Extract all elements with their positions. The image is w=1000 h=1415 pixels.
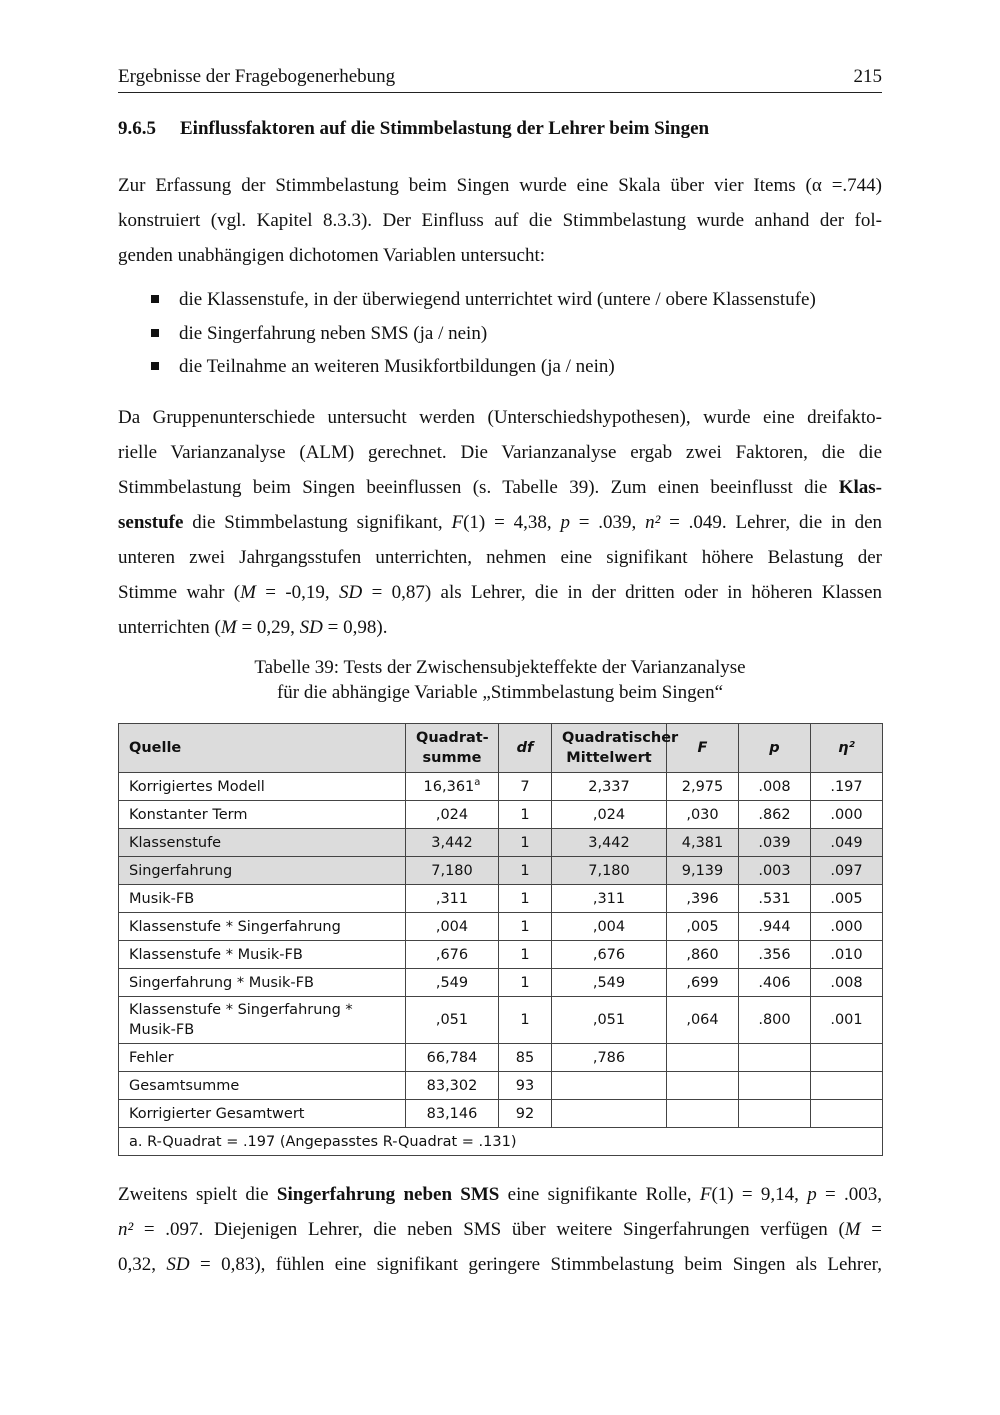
table-cell: 1 (499, 997, 552, 1044)
table-cell: 1 (499, 801, 552, 829)
table-cell: ,051 (552, 997, 667, 1044)
table-footnote: a. R-Quadrat = .197 (Angepasstes R-Quadrat = .131) (119, 1128, 883, 1156)
page-number: 215 (853, 66, 882, 87)
table-row (119, 1100, 883, 1128)
table-cell: 1 (499, 829, 552, 857)
table-cell: ,024 (406, 801, 499, 829)
table-cell: .005 (811, 885, 883, 913)
table-row (119, 913, 883, 941)
bullet-square-icon (151, 295, 159, 303)
table-cell: Klassenstufe * Musik-FB (119, 941, 406, 969)
header-source: Quelle (119, 724, 406, 773)
table-cell: 9,139 (667, 857, 739, 885)
table-cell: ,549 (552, 969, 667, 997)
header-p: p (739, 724, 811, 773)
table-cell: 1 (499, 941, 552, 969)
table-cell (667, 1072, 739, 1100)
table-footnote-row (119, 1128, 883, 1156)
table-cell: ,005 (667, 913, 739, 941)
table-cell: 2,337 (552, 773, 667, 801)
table-cell: 66,784 (406, 1044, 499, 1072)
table-cell: .039 (739, 829, 811, 857)
results-paragraph (118, 400, 882, 645)
table-cell: ,030 (667, 801, 739, 829)
text-line: Zweitens spielt die Singerfahrung neben SMS eine signifikante Rolle, F(1) = 9,14, p = .003, (118, 1184, 883, 1205)
table-cell: 7,180 (552, 857, 667, 885)
table-cell: 93 (499, 1072, 552, 1100)
table-cell: .000 (811, 913, 883, 941)
text-line: konstruiert (vgl. Kapitel 8.3.3). Der Einfluss auf die Stimmbelastung wurde anhand der fol- (118, 210, 882, 231)
table-cell: ,004 (406, 913, 499, 941)
table-cell (739, 1044, 811, 1072)
bullet-square-icon (151, 329, 159, 337)
table-caption: Tabelle 39: Tests der Zwischensubjekteffekte der Varianzanalyse für die abhängige Variable „Stimmbelastung beim Singen“ (254, 657, 746, 703)
table-row (119, 885, 883, 913)
table-row (119, 1072, 883, 1100)
table-cell: ,699 (667, 969, 739, 997)
section-heading (118, 118, 709, 140)
table-cell: .003 (739, 857, 811, 885)
table-cell: 1 (499, 857, 552, 885)
table-cell: ,676 (552, 941, 667, 969)
table-cell: 83,146 (406, 1100, 499, 1128)
table-cell: Konstanter Term (119, 801, 406, 829)
table-cell: Klassenstufe (119, 829, 406, 857)
table-cell: Korrigiertes Modell (119, 773, 406, 801)
table-cell: 3,442 (406, 829, 499, 857)
table-cell: 1 (499, 885, 552, 913)
table-cell: ,064 (667, 997, 739, 1044)
table-cell (552, 1100, 667, 1128)
table-cell: Fehler (119, 1044, 406, 1072)
list-item: die Klassenstufe, in der überwiegend unterrichtet wird (untere / obere Klassenstufe) (118, 283, 882, 317)
table-cell: ,004 (552, 913, 667, 941)
text-line: Da Gruppenunterschiede untersucht werden (Unterschiedshypothesen), wurde eine dreifakto- (118, 407, 882, 428)
table-cell: ,786 (552, 1044, 667, 1072)
table-cell: Musik-FB (119, 885, 406, 913)
table-cell: 85 (499, 1044, 552, 1072)
bullet-square-icon (151, 362, 159, 370)
text-line: Zur Erfassung der Stimmbelastung beim Singen wurde eine Skala über vier Items (α =.744) (118, 175, 882, 196)
text-line: unteren zwei Jahrgangsstufen unterrichten, nehmen eine signifikant höhere Belastung der (118, 547, 882, 568)
table-cell (552, 1072, 667, 1100)
header-eta-squared: η² (811, 724, 883, 773)
table-cell (811, 1100, 883, 1128)
table-cell: Klassenstufe * Singerfahrung (119, 913, 406, 941)
table-header-row (119, 724, 883, 773)
text-line: rielle Varianzanalyse (ALM) gerechnet. Die Varianzanalyse ergab zwei Faktoren, die die (118, 442, 882, 463)
table-cell: 83,302 (406, 1072, 499, 1100)
table-cell (667, 1044, 739, 1072)
table-cell: Gesamtsumme (119, 1072, 406, 1100)
table-cell: ,860 (667, 941, 739, 969)
table-cell: .406 (739, 969, 811, 997)
table-row (119, 997, 883, 1044)
table-cell: .531 (739, 885, 811, 913)
running-header (118, 64, 882, 93)
table-cell: .862 (739, 801, 811, 829)
text-line: senstufe die Stimmbelastung signifikant, F(1) = 4,38, p = .039, n² = .049. Lehrer, die in den (118, 512, 883, 533)
section-title: Einflussfaktoren auf die Stimmbelastung der Lehrer beim Singen (180, 118, 710, 139)
table-cell: .944 (739, 913, 811, 941)
table-cell: ,051 (406, 997, 499, 1044)
table-row (119, 969, 883, 997)
table-cell: ,396 (667, 885, 739, 913)
header-sum-of-squares: Quadrat- summe (406, 724, 499, 773)
table-row (119, 773, 883, 801)
table-cell: Singerfahrung * Musik-FB (119, 969, 406, 997)
table-cell: 92 (499, 1100, 552, 1128)
table-cell: 16,361$^a$ (406, 773, 499, 801)
anova-table (118, 723, 883, 1156)
table-cell: ,024 (552, 801, 667, 829)
text-line: n² = .097. Diejenigen Lehrer, die neben SMS über weitere Singerfahrungen verfügen (M = (118, 1219, 883, 1240)
table-cell: 1 (499, 969, 552, 997)
table-cell: 1 (499, 913, 552, 941)
table-cell: Klassenstufe * Singerfahrung * Musik-FB (119, 997, 406, 1044)
table-cell: .049 (811, 829, 883, 857)
table-row (119, 1044, 883, 1072)
table-cell: ,311 (552, 885, 667, 913)
table-cell: 7,180 (406, 857, 499, 885)
table-cell: .008 (739, 773, 811, 801)
list-item: die Teilnahme an weiteren Musikfortbildungen (ja / nein) (118, 350, 882, 384)
text-line: Stimme wahr (M = -0,19, SD = 0,87) als Lehrer, die in der dritten oder in höheren Klassen (118, 582, 883, 603)
table-cell: Singerfahrung (119, 857, 406, 885)
table-row-highlighted (119, 829, 883, 857)
text-line: Stimmbelastung beim Singen beeinflussen (s. Tabelle 39). Zum einen beeinflusst die Klas- (118, 477, 882, 498)
table-cell: .800 (739, 997, 811, 1044)
table-cell: .001 (811, 997, 883, 1044)
text-line: unterrichten (M = 0,29, SD = 0,98). (118, 617, 388, 638)
table-cell: .010 (811, 941, 883, 969)
table-cell: ,311 (406, 885, 499, 913)
table-cell: ,676 (406, 941, 499, 969)
table-cell (811, 1072, 883, 1100)
table-cell: .197 (811, 773, 883, 801)
variable-list (118, 283, 882, 384)
table-cell: 4,381 (667, 829, 739, 857)
table-cell: ,549 (406, 969, 499, 997)
intro-paragraph (118, 168, 882, 273)
section-number: 9.6.5 (118, 118, 156, 139)
table-cell (811, 1044, 883, 1072)
table-cell: .097 (811, 857, 883, 885)
table-cell: .008 (811, 969, 883, 997)
table-cell: 3,442 (552, 829, 667, 857)
text-line: genden unabhängigen dichotomen Variablen untersucht: (118, 245, 546, 266)
text-line: 0,32, SD = 0,83), fühlen eine signifikant geringere Stimmbelastung beim Singen als Lehrer, (118, 1254, 882, 1275)
table-cell: 2,975 (667, 773, 739, 801)
table-row (119, 941, 883, 969)
continuation-paragraph (118, 1177, 882, 1282)
header-f: F (667, 724, 739, 773)
chapter-title: Ergebnisse der Fragebogenerhebung (118, 66, 396, 87)
table-cell: 7 (499, 773, 552, 801)
table-cell: .356 (739, 941, 811, 969)
table-cell (739, 1100, 811, 1128)
table-cell: Korrigierter Gesamtwert (119, 1100, 406, 1128)
table-row (119, 801, 883, 829)
header-mean-square: Quadratischer Mittelwert (552, 724, 667, 773)
list-item: die Singerfahrung neben SMS (ja / nein) (118, 317, 882, 351)
table-row-highlighted (119, 857, 883, 885)
table-cell (667, 1100, 739, 1128)
table-cell (739, 1072, 811, 1100)
table-cell: .000 (811, 801, 883, 829)
header-df: df (499, 724, 552, 773)
